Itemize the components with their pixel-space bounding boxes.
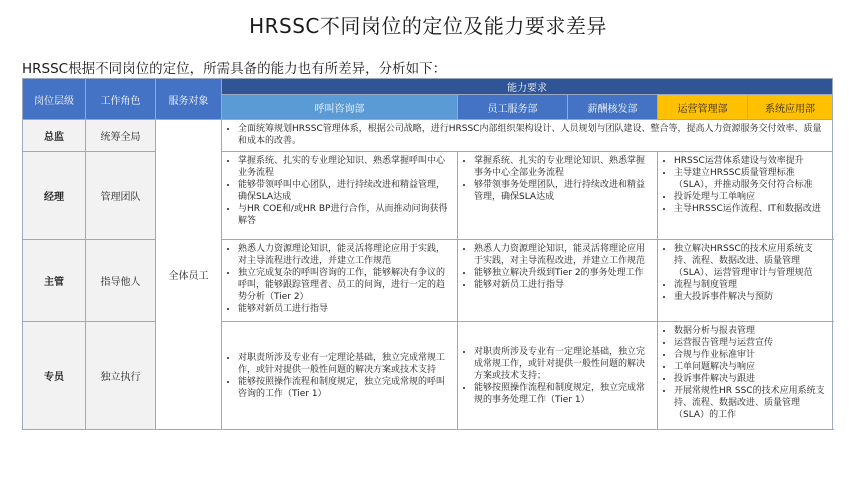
header-call-center: 呼叫咨询部 bbox=[222, 95, 458, 120]
ops-cell bbox=[658, 240, 833, 322]
list-item: • 投诉事件解决与跟进 bbox=[674, 373, 828, 385]
page-subtitle: HRSSC根据不同岗位的定位，所需具备的能力也有所差异，分析如下： bbox=[22, 61, 447, 77]
employee-service-cell bbox=[458, 152, 658, 240]
table-row-specialist bbox=[23, 322, 833, 430]
header-employee-service: 员工服务部 bbox=[458, 95, 568, 120]
header-role: 工作角色 bbox=[86, 79, 156, 120]
level-cell: 专员 bbox=[23, 322, 86, 430]
level-cell: 主管 bbox=[23, 240, 86, 322]
header-target: 服务对象 bbox=[156, 79, 222, 120]
header-system-app: 系统应用部 bbox=[748, 95, 833, 120]
list-item: • 投诉处理与工单响应 bbox=[674, 191, 828, 203]
list-item: • 重大投诉事件解决与预防 bbox=[674, 291, 828, 303]
role-cell: 指导他人 bbox=[86, 240, 156, 322]
target-cell: 全体员工 bbox=[156, 120, 222, 430]
table-row-manager bbox=[23, 152, 833, 240]
list-item: • 能够对新员工进行指导 bbox=[238, 303, 453, 315]
header-ops-mgmt: 运营管理部 bbox=[658, 95, 748, 120]
list-item: • 能够对新员工进行指导 bbox=[474, 279, 653, 291]
list-item: • 掌握系统、扎实的专业理论知识、熟悉掌握呼叫中心业务流程 bbox=[238, 155, 453, 179]
list-item: • 对职责所涉及专业有一定理论基础，独立完成常规工作，或针对提供一般性问题的解决方案或技术支持 bbox=[238, 352, 453, 376]
header-payroll: 薪酬核发部 bbox=[568, 95, 658, 120]
list-item: • 数据分析与报表管理 bbox=[674, 325, 828, 337]
list-item: • 流程与制度管理 bbox=[674, 279, 828, 291]
list-item: • 熟悉人力资源理论知识，能灵活将理论应用于实践，对主导流程改进，并建立工作规范 bbox=[474, 243, 653, 267]
list-item: • 合规与作业标准审计 bbox=[674, 349, 828, 361]
level-cell: 经理 bbox=[23, 152, 86, 240]
employee-service-cell bbox=[458, 322, 658, 430]
list-item: • 掌握系统、扎实的专业理论知识、熟悉掌握事务中心全部业务流程 bbox=[474, 155, 653, 179]
list-item: • 全面统筹规划HRSSC管理体系，根据公司战略，进行HRSSC内部组织架构设计、人员规划与团队建设、整合等，提高人力资源服务交付效率、质量和成本的改善。 bbox=[238, 123, 828, 147]
table-row-supervisor bbox=[23, 240, 833, 322]
ops-cell bbox=[658, 322, 833, 430]
list-item: • HRSSC运营体系建设与效率提升 bbox=[674, 155, 828, 167]
list-item: • 够带领事务处理团队，进行持续改进和精益管理，确保SLA达成 bbox=[474, 179, 653, 203]
call-center-cell bbox=[222, 240, 458, 322]
list-item: • 主导建立HRSSC质量管理标准（SLA），并推动服务交付符合标准 bbox=[674, 167, 828, 191]
list-item: • 能够独立解决升级到Tier 2的事务处理工作 bbox=[474, 267, 653, 279]
list-item: • 能够带领呼叫中心团队，进行持续改进和精益管理，确保SLA达成 bbox=[238, 179, 453, 203]
header-ability: 能力要求 bbox=[222, 79, 833, 95]
ops-cell bbox=[658, 152, 833, 240]
list-item: • 工单问题解决与响应 bbox=[674, 361, 828, 373]
list-item: • 能够按照操作流程和制度规定，独立完成常规的呼叫咨询的工作（Tier 1） bbox=[238, 376, 453, 400]
role-cell: 独立执行 bbox=[86, 322, 156, 430]
level-cell: 总监 bbox=[23, 120, 86, 152]
call-center-cell bbox=[222, 152, 458, 240]
role-cell: 管理团队 bbox=[86, 152, 156, 240]
list-item: • 独立解决HRSSC的技术应用系统支持、流程、数据改进、质量管理（SLA）、运营管理审计与管理规范 bbox=[674, 243, 828, 279]
table-row-director bbox=[23, 120, 833, 152]
list-item: • 对职责所涉及专业有一定理论基础，独立完成常规工作，或针对提供一般性问题的解决方案或技术支持； bbox=[474, 346, 653, 382]
page-title: HRSSC不同岗位的定位及能力要求差异 bbox=[249, 14, 607, 38]
employee-service-cell bbox=[458, 240, 658, 322]
list-item: • 与HR COE和/或HR BP进行合作，从而推动问询获得解答 bbox=[238, 203, 453, 227]
call-center-cell bbox=[222, 322, 458, 430]
list-item: • 运营报告管理与运营宣传 bbox=[674, 337, 828, 349]
list-item: • 独立完成复杂的呼叫咨询的工作，能够解决有争议的呼叫，能够跟踪管理者、员工的问询，进行一定的趋势分析（Tier 2） bbox=[238, 267, 453, 303]
header-level: 岗位层级 bbox=[23, 79, 86, 120]
list-item: • 开展常规性HR SSC的技术应用系统支持、流程、数据改进、质量管理（SLA）的工作 bbox=[674, 385, 828, 421]
list-item: • 主导HRSSC运作流程、IT和数据改进 bbox=[674, 203, 828, 215]
role-cell: 统筹全局 bbox=[86, 120, 156, 152]
ability-table bbox=[22, 78, 833, 430]
list-item: • 熟悉人力资源理论知识，能灵活将理论应用于实践，对主导流程进行改进，并建立工作规范 bbox=[238, 243, 453, 267]
director-ability-cell bbox=[222, 120, 833, 152]
list-item: • 能够按照操作流程和制度规定，独立完成常规的事务处理工作（Tier 1） bbox=[474, 382, 653, 406]
